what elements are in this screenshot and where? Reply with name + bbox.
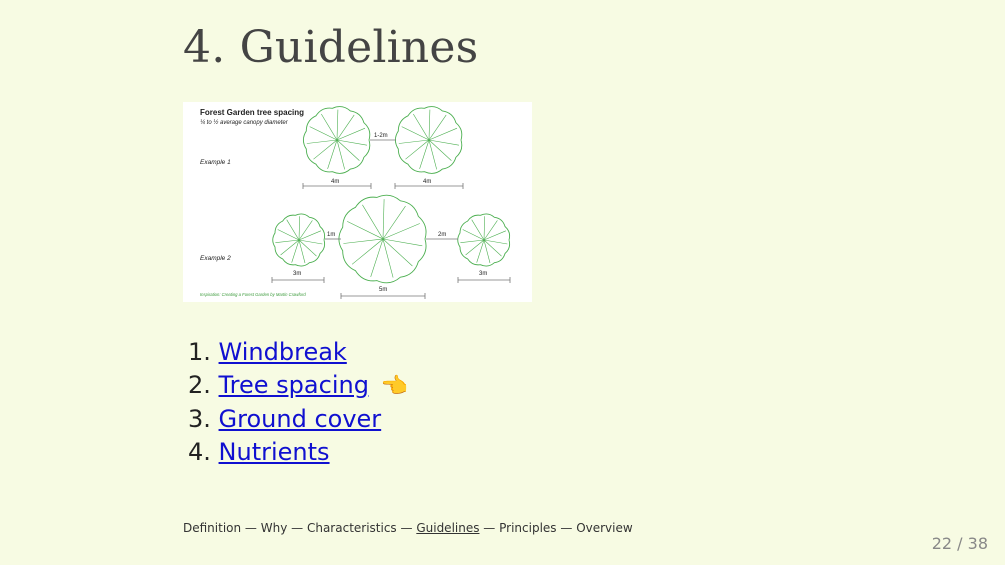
breadcrumb-item-overview[interactable]: Overview	[576, 521, 633, 535]
link-ground-cover[interactable]: Ground cover	[218, 405, 382, 433]
dimension-label: 4m	[423, 179, 432, 185]
tree-canopy	[273, 214, 325, 266]
pointing-hand-icon: 👈	[380, 374, 408, 399]
breadcrumb-item-why[interactable]: Why	[260, 521, 288, 535]
breadcrumb	[183, 521, 633, 535]
example-1-label: Example 1	[200, 159, 231, 166]
breadcrumb-item-principles[interactable]: Principles	[499, 521, 557, 535]
example-2-label: Example 2	[200, 255, 231, 262]
list-item	[188, 369, 408, 403]
list-item	[188, 436, 408, 469]
list-number: 3.	[188, 405, 211, 433]
list-number: 2.	[188, 371, 211, 399]
dimension-label: 5m	[379, 287, 388, 293]
breadcrumb-separator: —	[479, 521, 500, 535]
link-tree-spacing[interactable]: Tree spacing	[218, 371, 369, 399]
tree-canopy	[339, 195, 426, 283]
slide-counter: 22 / 38	[931, 534, 988, 553]
link-windbreak[interactable]: Windbreak	[218, 338, 347, 366]
diagram-title: Forest Garden tree spacing	[200, 108, 305, 117]
link-nutrients[interactable]: Nutrients	[218, 438, 330, 466]
list-item	[188, 336, 408, 369]
list-number: 1.	[188, 338, 211, 366]
breadcrumb-separator: —	[556, 521, 577, 535]
tree-canopy	[303, 107, 369, 174]
dimension-label: 4m	[331, 179, 340, 185]
list-item	[188, 403, 408, 436]
list-number: 4.	[188, 438, 211, 466]
tree-canopy	[395, 107, 461, 174]
guideline-list	[188, 336, 408, 469]
breadcrumb-item-characteristics[interactable]: Characteristics	[306, 521, 397, 535]
gap-label: 1-2m	[374, 133, 388, 139]
diagram-svg	[183, 102, 532, 302]
breadcrumb-separator: —	[241, 521, 261, 535]
breadcrumb-item-definition[interactable]: Definition	[183, 521, 242, 535]
breadcrumb-item-guidelines[interactable]: Guidelines	[416, 521, 480, 535]
diagram-credit: Inspiration: Creating a Forest Garden by Martin Crawford	[200, 292, 306, 297]
tree-spacing-diagram	[183, 102, 532, 302]
gap-label: 1m	[327, 232, 336, 238]
dimension-label: 3m	[479, 271, 488, 277]
breadcrumb-separator: —	[396, 521, 417, 535]
dimension-label: 3m	[293, 271, 302, 277]
tree-canopy	[458, 214, 510, 266]
diagram-subtitle: ¼ to ½ average canopy diameter	[200, 120, 288, 126]
breadcrumb-separator: —	[287, 521, 307, 535]
gap-label: 2m	[438, 232, 447, 238]
slide-title: 4. Guidelines	[183, 22, 479, 73]
